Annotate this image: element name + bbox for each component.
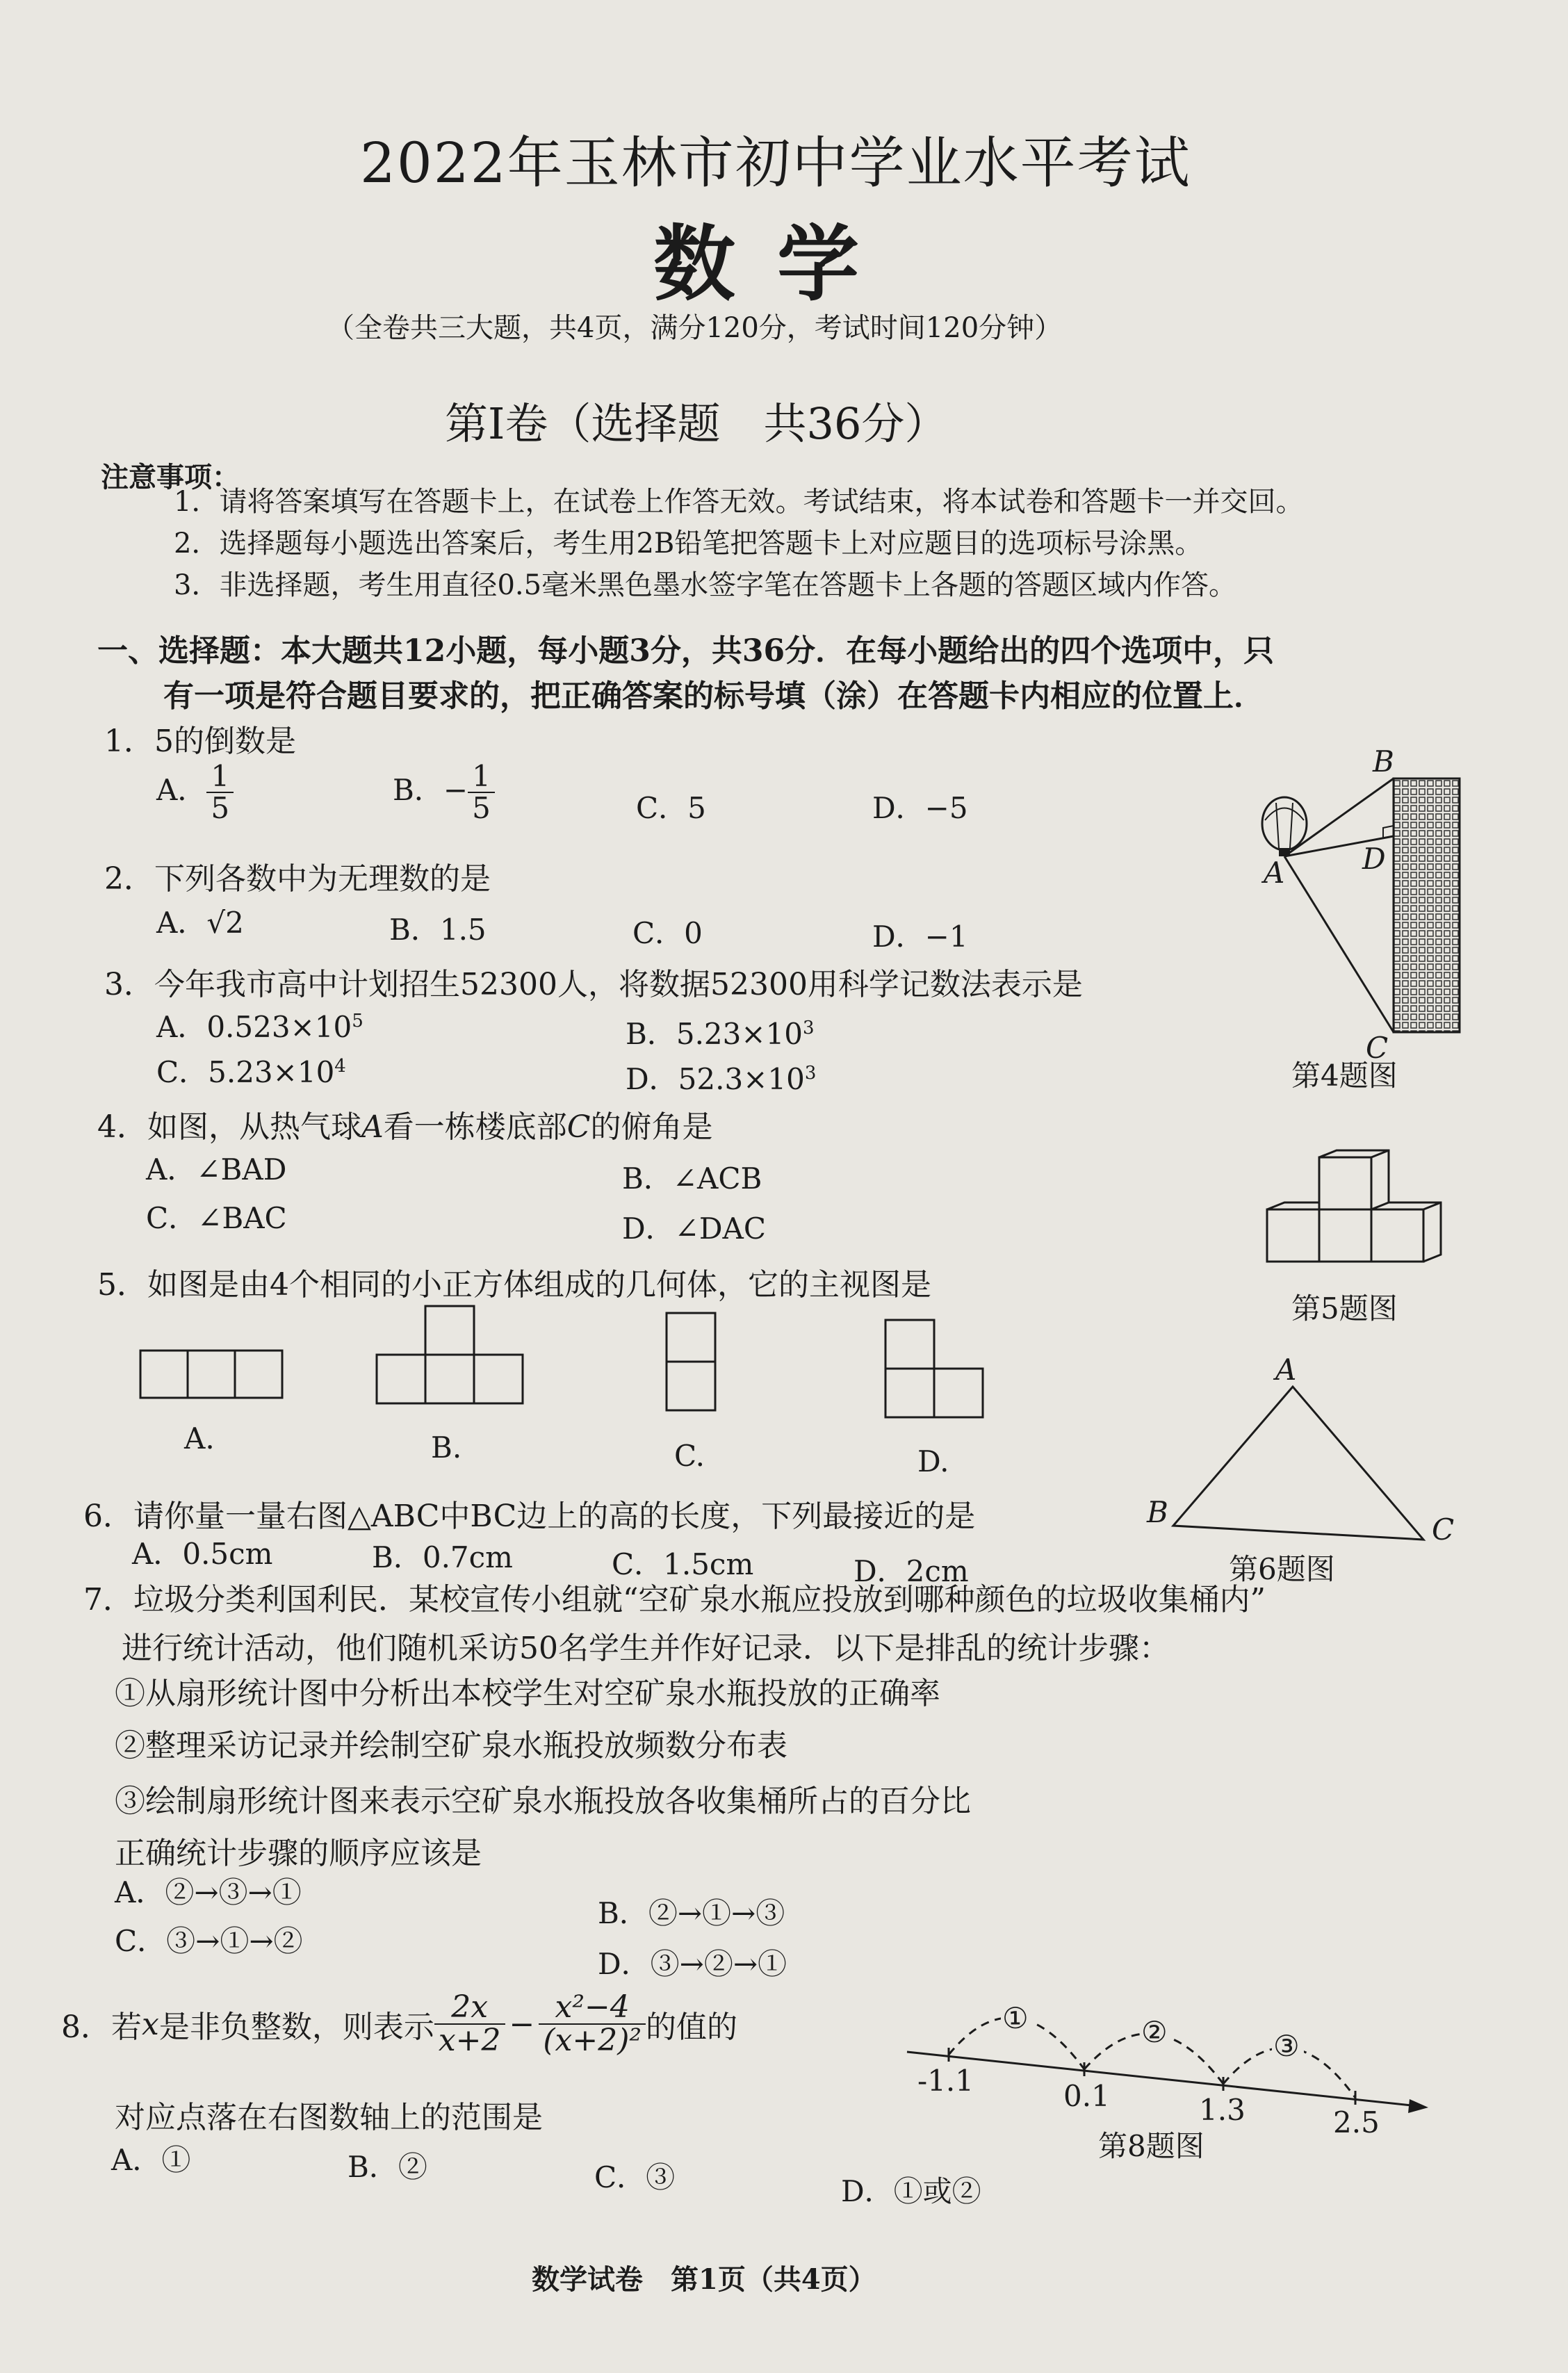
question-7-line1: 7．垃圾分类利国利民．某校宣传小组就“空矿泉水瓶应投放到哪种颜色的垃圾收集桶内”: [83, 1582, 1266, 1617]
q5-option-a: A.: [184, 1421, 215, 1455]
arc-3-label: ③: [1273, 2029, 1300, 2063]
exam-subtitle: （全卷共三大题，共4页，满分120分，考试时间120分钟）: [327, 312, 1063, 344]
q3-option-b: B．$5.23\times 10^3$: [626, 1017, 815, 1051]
q5-option-b-figure: [375, 1303, 525, 1411]
vertex-a-label: A: [1275, 1353, 1297, 1387]
question-2-stem: 2．下列各数中为无理数的是: [104, 861, 491, 897]
question-7-line2: 进行统计活动，他们随机采访50名学生并作好记录．以下是排乱的统计步骤：: [122, 1631, 1170, 1666]
q7-option-c: C．③→①→②: [115, 1924, 303, 1958]
tick-label: 0.1: [1063, 2079, 1110, 2113]
figure-4-caption: 第4题图: [1291, 1059, 1398, 1093]
q7-option-a: A．②→③→①: [115, 1875, 302, 1909]
question-4-stem: 4．如图，从热气球A看一栋楼底部C的俯角是: [97, 1109, 713, 1145]
part-heading: 有一项是符合题目要求的，把正确答案的标号填（涂）在答题卡内相应的位置上．: [163, 678, 1264, 714]
notice-item: 1．请将答案填写在答题卡上，在试卷上作答无效。考试结束，将本试卷和答题卡一并交回。: [174, 486, 1304, 518]
question-6-stem: 6．请你量一量右图△ABC中BC边上的高的长度，下列最接近的是: [83, 1499, 976, 1534]
q1-option-d: D．−5: [872, 791, 968, 825]
q7-option-b: B．②→①→③: [598, 1896, 785, 1930]
q2-option-c: C．0: [632, 916, 703, 950]
figure-8-caption: 第8题图: [1098, 2129, 1204, 2163]
page-footer: 数学试卷 第1页（共4页）: [532, 2263, 876, 2296]
point-b-label: B: [1373, 744, 1394, 778]
q4-option-c: C．∠BAC: [146, 1201, 287, 1235]
q5-option-c-figure: [664, 1310, 719, 1414]
figure-6-caption: 第6题图: [1229, 1552, 1335, 1586]
q5-option-d: D.: [917, 1444, 949, 1478]
q6-option-d: D．2cm: [854, 1554, 969, 1588]
q2-option-d: D．−1: [872, 920, 968, 954]
arc-2-label: ②: [1141, 2015, 1168, 2049]
q4-option-a: A．∠BAD: [146, 1152, 287, 1186]
vertex-c-label: C: [1432, 1512, 1455, 1547]
vertex-b-label: B: [1147, 1495, 1168, 1529]
point-d-label: D: [1362, 842, 1386, 876]
q8-option-d: D．①或②: [841, 2174, 981, 2208]
balloon-icon: [1262, 797, 1307, 850]
number-line-axis: [907, 2052, 1418, 2106]
notice-item: 2．选择题每小题选出答案后，考生用2B铅笔把答题卡上对应题目的选项标号涂黑。: [174, 528, 1203, 560]
q2-option-b: B．1.5: [389, 913, 487, 947]
notice-heading: 注意事项：: [101, 461, 240, 494]
q4-option-b: B．∠ACB: [622, 1161, 762, 1196]
q3-option-a: A．$0.523\times 10^5$: [156, 1010, 364, 1044]
arrow-icon: [1408, 2099, 1428, 2113]
q7-step-2: ②整理采访记录并绘制空矿泉水瓶投放频数分布表: [115, 1728, 787, 1763]
subject-title: 数学: [653, 215, 901, 312]
tick-label: 1.3: [1199, 2093, 1246, 2127]
exam-title: 2022年玉林市初中学业水平考试: [360, 131, 1191, 195]
question-8-line2: 对应点落在右图数轴上的范围是: [115, 2100, 543, 2135]
q7-step-1: ①从扇形统计图中分析出本校学生对空矿泉水瓶投放的正确率: [115, 1676, 940, 1711]
tick-label: -1.1: [917, 2064, 974, 2098]
q7-ask: 正确统计步骤的顺序应该是: [115, 1836, 482, 1871]
q5-option-b: B.: [431, 1430, 462, 1465]
q8-option-c: C．③: [594, 2160, 676, 2194]
q1-option-a: A． $\frac{1}{5}$: [156, 761, 234, 824]
q3-option-d: D．$52.3\times 10^3$: [626, 1062, 817, 1096]
tick-label: 2.5: [1333, 2105, 1380, 2139]
question-3-stem: 3．今年我市高中计划招生52300人，将数据52300用科学记数法表示是: [104, 967, 1083, 1002]
q1-option-c: C．5: [636, 791, 706, 825]
figure-5-caption: 第5题图: [1291, 1291, 1398, 1326]
notice-item: 3．非选择题，考生用直径0.5毫米黑色墨水签字笔在答题卡上各题的答题区域内作答。: [174, 569, 1237, 601]
part-heading: 一、选择题：本大题共12小题，每小题3分，共36分．在每小题给出的四个选项中，只: [97, 633, 1275, 669]
question-8-stem: 8．若 x 是非负整数，则表示 $\frac{2x}{x+2}$ − $\frac{\text{x²−4}}{\text{(x+2)²}}$ 的值的: [61, 1989, 738, 2059]
arc-1-label: ①: [1002, 2001, 1029, 2035]
question-5-stem: 5．如图是由4个相同的小正方体组成的几何体，它的主视图是: [97, 1267, 931, 1303]
section-title: 第Ⅰ卷（选择题 共36分）: [445, 398, 948, 449]
q6-option-a: A．0.5cm: [132, 1537, 273, 1571]
q6-option-b: B．0.7cm: [372, 1540, 514, 1574]
q8-option-a: A．①: [111, 2143, 191, 2177]
q2-option-a: A．√2: [156, 906, 244, 940]
q5-option-d-figure: [883, 1317, 987, 1425]
figure-8-number-line: [904, 1988, 1439, 2139]
question-1-stem: 1．5的倒数是: [104, 724, 296, 759]
q5-option-c: C.: [674, 1439, 705, 1473]
q6-option-c: C．1.5cm: [612, 1547, 754, 1581]
figure-5-solid: [1264, 1150, 1458, 1275]
figure-4-diagram: [1251, 744, 1480, 1065]
q8-option-b: B．②: [348, 2150, 427, 2184]
q7-step-3: ③绘制扇形统计图来表示空矿泉水瓶投放各收集桶所占的百分比: [115, 1784, 971, 1819]
q3-option-c: C．$5.23\times 10^4$: [156, 1055, 346, 1089]
q4-option-d: D．∠DAC: [622, 1212, 767, 1246]
q5-option-a-figure: [139, 1345, 285, 1401]
point-a-label: A: [1264, 856, 1285, 890]
figure-6-triangle: [1147, 1355, 1480, 1557]
point-c-label: C: [1366, 1031, 1389, 1065]
building-shape: [1394, 778, 1460, 1032]
q1-option-b: B．− $\frac{1}{5}$: [393, 761, 495, 824]
q7-option-d: D．③→②→①: [598, 1947, 787, 1981]
